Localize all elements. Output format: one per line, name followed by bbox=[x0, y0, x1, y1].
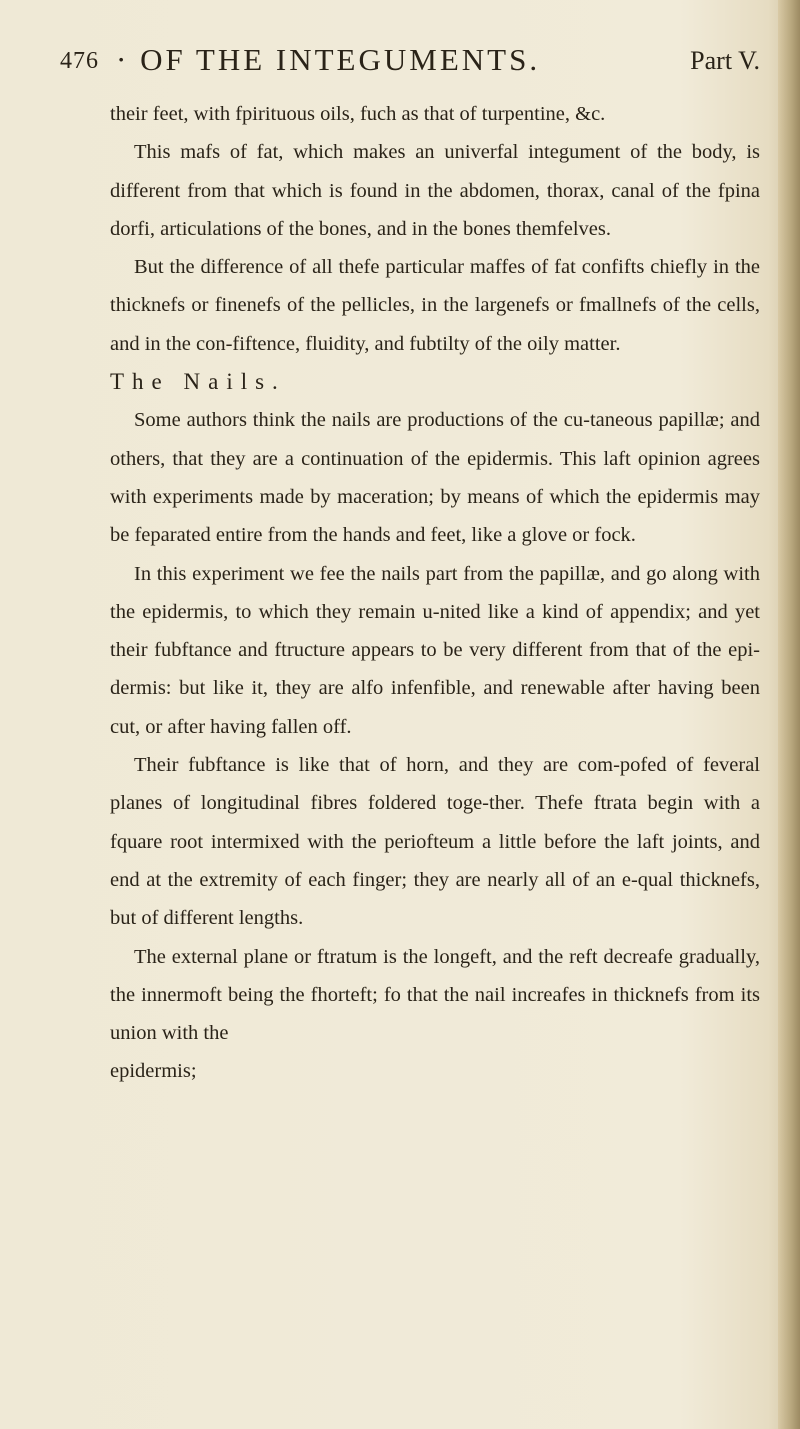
part-label: Part V. bbox=[690, 46, 760, 75]
paragraph: The external plane or ftratum is the longeft, and the reft decreafe gradually, the innermoft being the fhorteft; fo that the nail increafes in thicknefs from its union with the bbox=[110, 945, 760, 1045]
catchword: epidermis; bbox=[110, 1060, 197, 1083]
body-text bbox=[110, 95, 760, 1091]
page-number: 476 bbox=[60, 48, 99, 74]
paragraph: Their fubftance is like that of horn, and they are com-pofed of feveral planes of longitudinal fibres foldered toge-ther. Thefe ftrata begin with a fquare root intermixed with the periofteum a little before the laft joints, and end at the extremity of each finger; they are nearly all of an e-qual thicknefs, but of different lengths. bbox=[110, 754, 760, 930]
paragraph: But the difference of all thefe particular maffes of fat confifts chiefly in the thicknefs or finenefs of the pellicles, in the largenefs or fmallnefs of the cells, and in the con-fiftence, fluidity, and fubtilty of the oily matter. bbox=[110, 256, 760, 355]
paragraph: their feet, with fpirituous oils, fuch as that of turpentine, &c. bbox=[110, 103, 606, 125]
paragraph: Some authors think the nails are productions of the cu-taneous papillæ; and others, that they are a continuation of the epidermis. This laft opinion agrees with experiments made by maceration; by means of which the epidermis may be feparated entire from the hands and feet, like a glove or fock. bbox=[110, 409, 760, 547]
running-title: · OF THE INTEGUMENTS. bbox=[116, 42, 541, 77]
page-binding-edge bbox=[778, 0, 800, 1429]
paragraph: This mafs of fat, which makes an univerfal integument of the body, is different from that which is found in the abdomen, thorax, canal of the fpina dorfi, articulations of the bones, and in the bones themfelves. bbox=[110, 141, 760, 240]
paragraph: In this experiment we fee the nails part from the papillæ, and go along with the epidermis, to which they remain u-nited like a kind of appendix; and yet their fubftance and ftructure appears to be very different from that of the epi-dermis: but like it, they are alfo infenfible, and renewable after having been cut, or after having fallen off. bbox=[110, 562, 760, 738]
page-header bbox=[60, 42, 760, 90]
section-title: The Nails. bbox=[110, 369, 286, 395]
